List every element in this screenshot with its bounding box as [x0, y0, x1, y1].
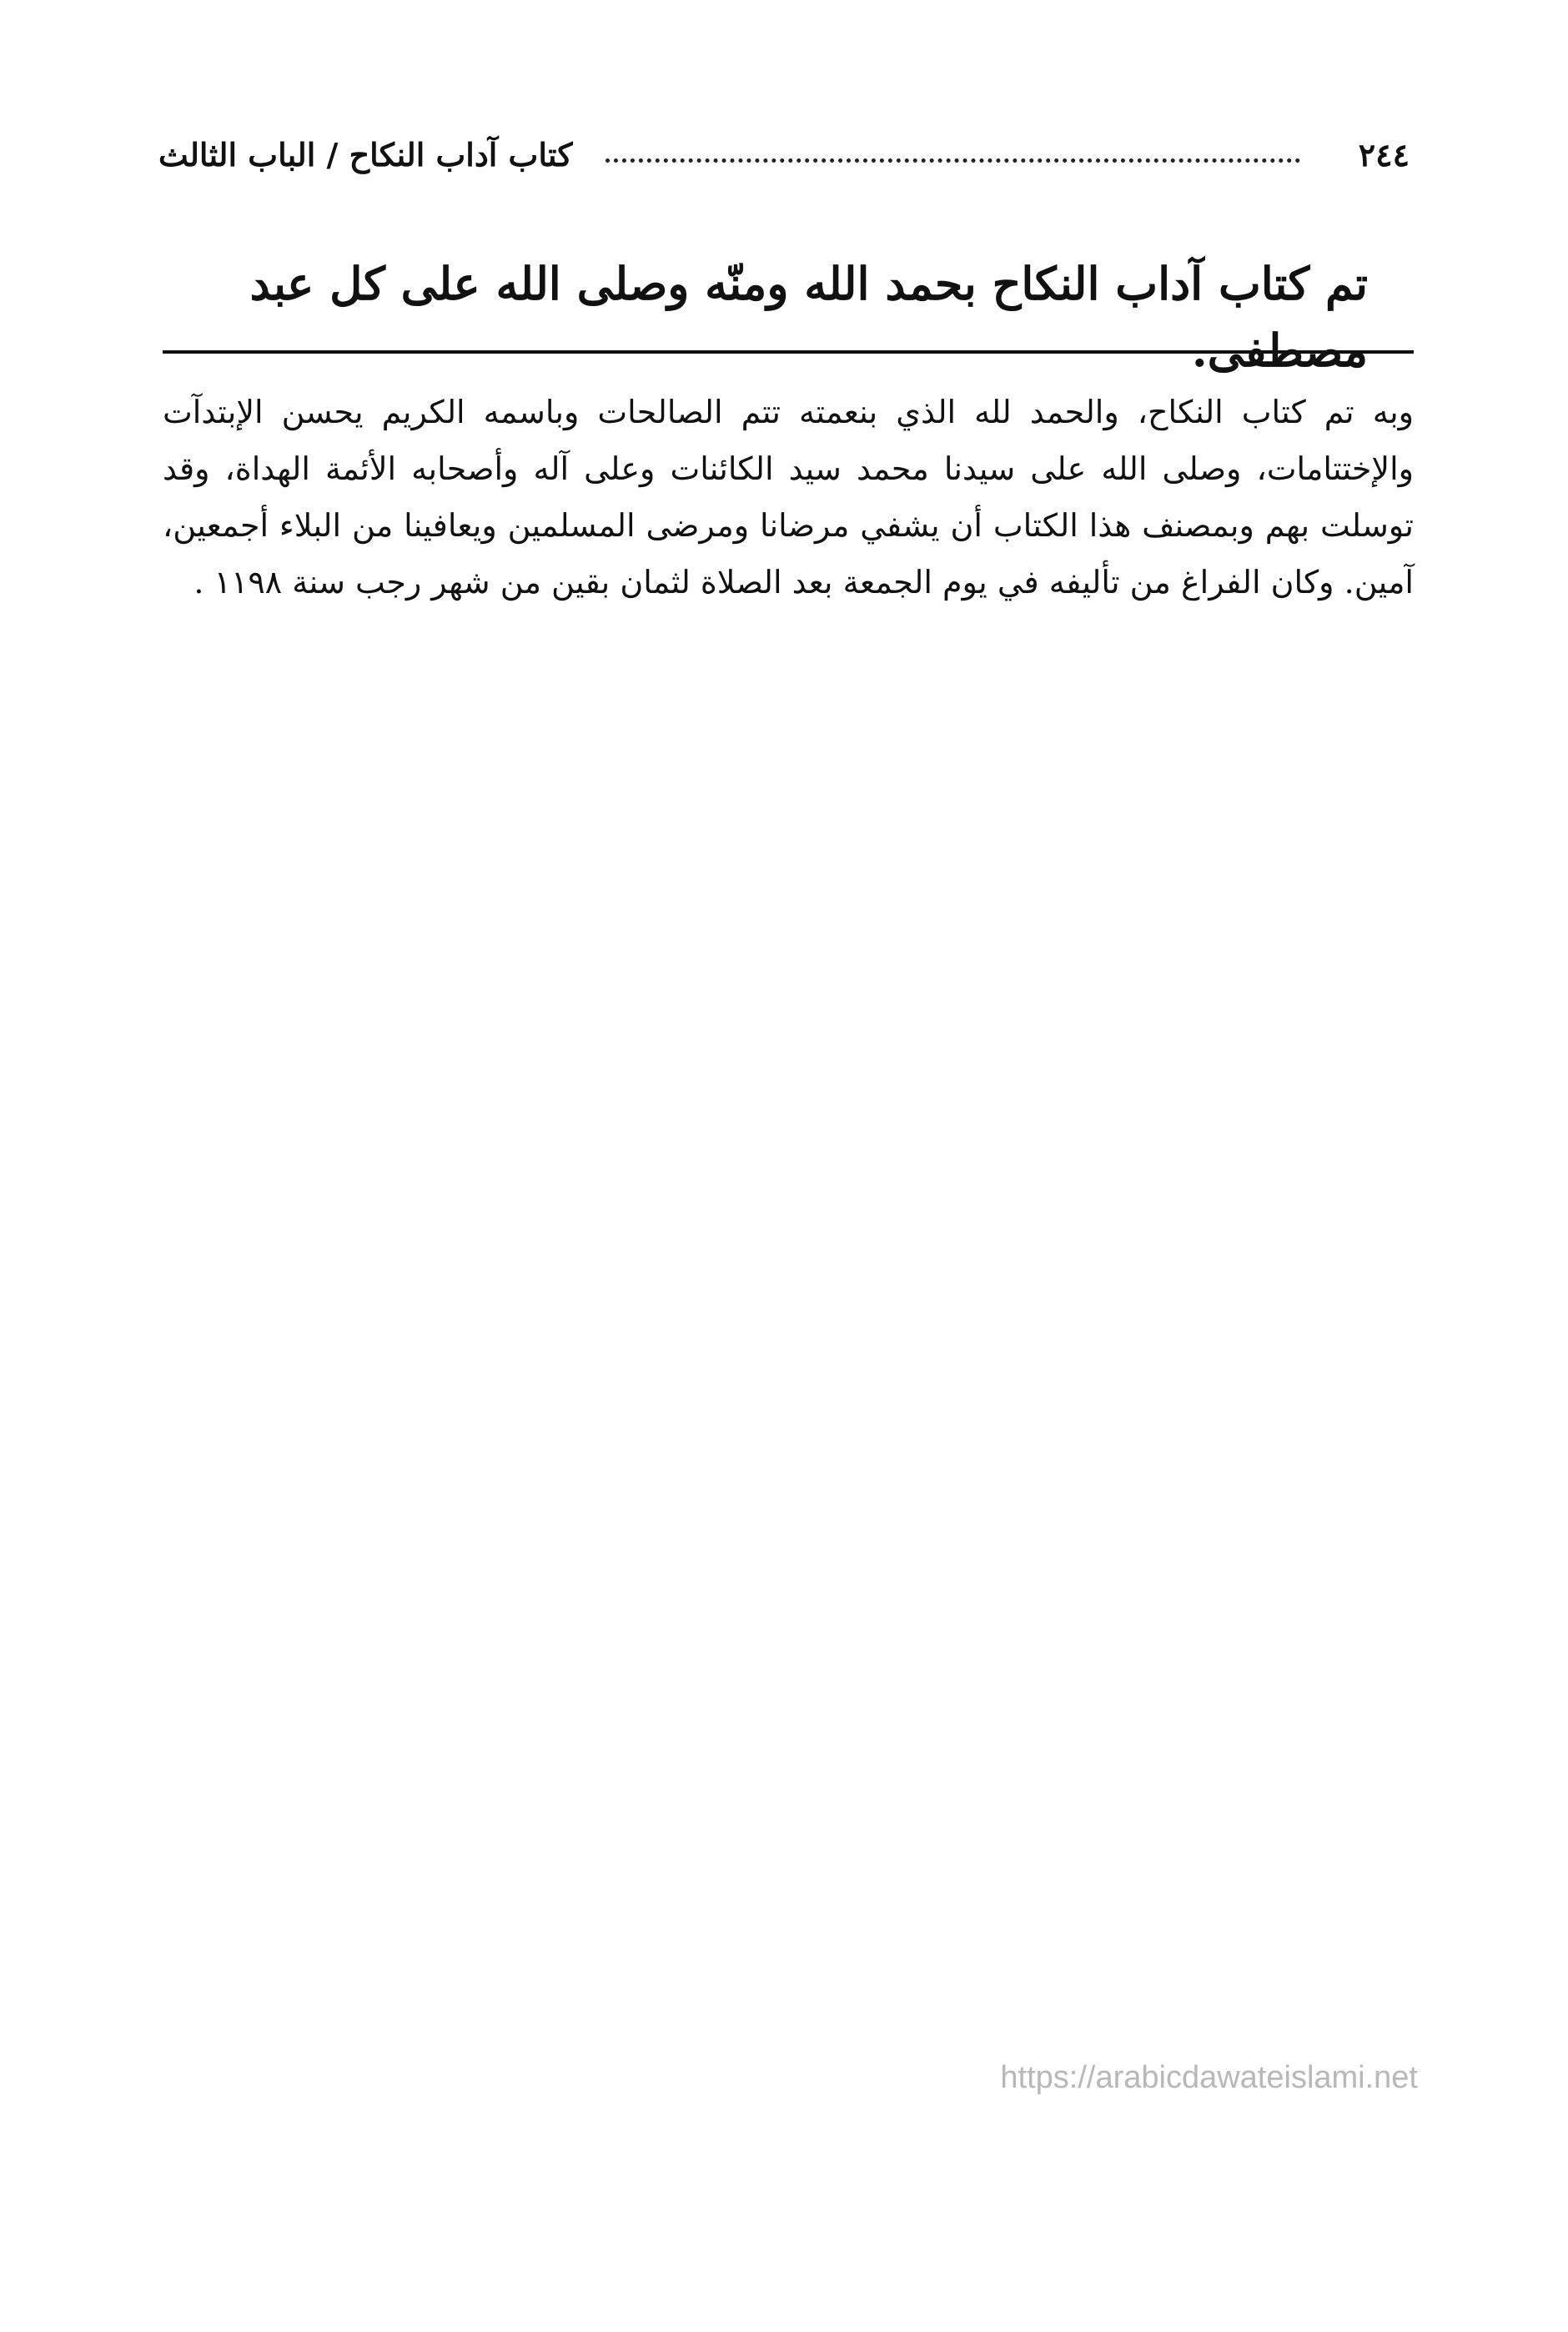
running-header — [158, 125, 1410, 183]
footnote-text: وبه تم كتاب النكاح، والحمد لله الذي بنعمته تتم الصالحات وباسمه الكريم يحسن الإبتدآت والإختتامات، وصلى الله على سيدنا محمد سيد الكائنات وعلى آله وأصحابه الأئمة الهداة، وقد توسلت بهم وبمصنف هذا الكتاب أن يشفي مرضانا ومرضى المسلمين ويعافينا من البلاء أجمعين، آمين. وكان الفراغ من تأليفه في يوم الجمعة بعد الصلاة لثمان بقين من شهر رجب سنة ١١٩٨ . — [163, 394, 1414, 601]
footnote-separator — [163, 350, 1414, 354]
watermark-url: https://arabicdawateislami.net — [1000, 2060, 1418, 2095]
page-number: ٢٤٤ — [1358, 135, 1410, 173]
running-header-title: كتاب آداب النكاح / الباب الثالث — [158, 135, 573, 173]
closing-line: تم كتاب آداب النكاح بحمد الله ومنّه وصلى الله على كل عبد مصطفى. — [249, 257, 1368, 377]
leader-dots — [606, 158, 1299, 163]
